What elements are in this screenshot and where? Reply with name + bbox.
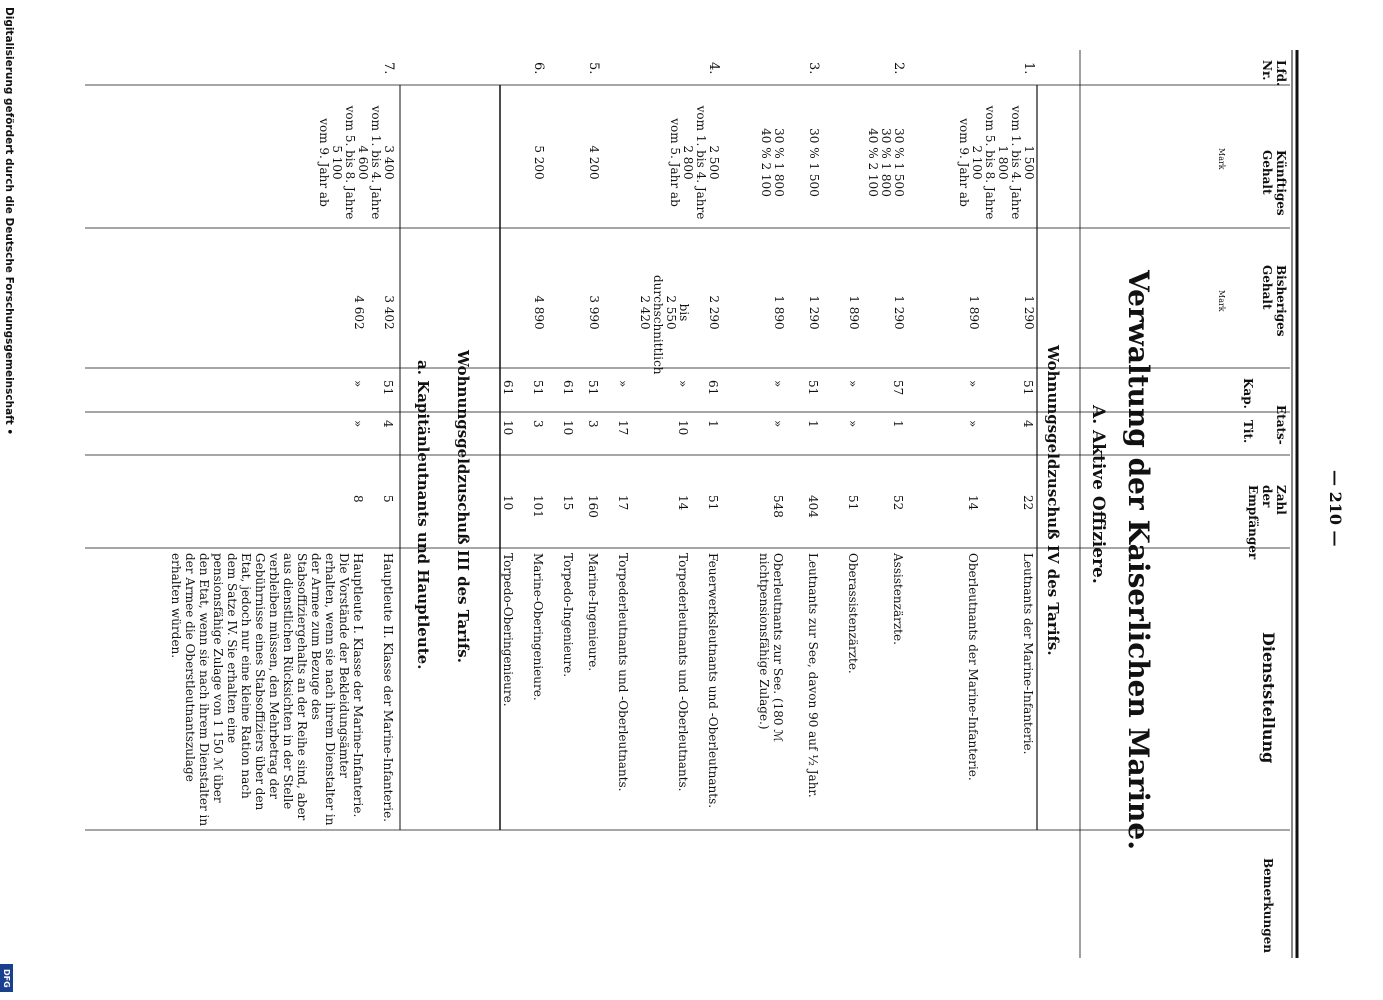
kap-cell: 51: [531, 380, 545, 396]
tit-cell: 1: [891, 420, 905, 428]
page-number: — 210 —: [1326, 470, 1345, 547]
bisheriges-gehalt-cell: 3 990: [587, 295, 601, 330]
empfaenger-count-cell: 5: [381, 495, 395, 503]
empfaenger-count-cell: 52: [891, 495, 905, 511]
bisheriges-gehalt-cell: 1 890: [967, 295, 981, 330]
dienststellung-cell: Oberassistenzärzte.: [846, 553, 860, 674]
kap-cell: »: [676, 380, 690, 388]
header-kuenftiges-gehalt: Künftiges Gehalt: [1260, 150, 1288, 216]
dienststellung-cell: Torpedo-Oberingenieure.: [501, 553, 515, 707]
tit-cell: 4: [381, 420, 395, 428]
header-bemerkungen: Bemerkungen: [1261, 858, 1275, 953]
kap-cell: »: [771, 380, 785, 388]
kap-cell: »: [846, 380, 860, 388]
kap-cell: »: [616, 380, 630, 388]
bisheriges-gehalt-cell: bis 2 550 durchschnittlich 2 420: [638, 275, 691, 375]
dienststellung-cell: Assistenzärzte.: [891, 553, 905, 645]
kuenftiges-gehalt-cell: 4 200: [587, 145, 601, 180]
row-number: 1.: [1021, 62, 1036, 75]
footer-credit: Digitalisierung gefördert durch die Deutsche Forschungsgemeinschaft •: [3, 7, 15, 436]
dienststellung-cell: Oberleutnants der Marine-Infanterie.: [966, 553, 980, 781]
row-number: 5.: [586, 62, 601, 75]
tit-cell: »: [846, 420, 860, 428]
header-tit: Tit.: [1241, 420, 1255, 444]
subsection-heading-iii: Wohnungsgeldzuschuß III des Tarifs.: [454, 350, 472, 663]
row-number: 3.: [806, 62, 821, 75]
kap-cell: »: [966, 380, 980, 388]
kap-cell: 61: [561, 380, 575, 396]
bisheriges-gehalt-cell: 3 402: [382, 295, 396, 330]
tit-cell: »: [966, 420, 980, 428]
kuenftiges-gehalt-cell: 3 400 vom 1. bis 4. Jahre 4 600 vom 5. bis 8. Jahre 5 100 vom 9. Jahr ab: [317, 105, 396, 220]
page-title: Verwaltung der Kaiserlichen Marine.: [1122, 270, 1155, 850]
dienststellung-cell: Leutnants zur See, davon 90 auf ½ Jahr.: [806, 553, 820, 798]
kap-cell: 51: [1021, 380, 1035, 396]
empfaenger-count-cell: 51: [846, 495, 860, 511]
kap-cell: 57: [891, 380, 905, 396]
bisheriges-gehalt-cell: 1 890: [772, 295, 786, 330]
empfaenger-count-cell: 8: [351, 495, 365, 503]
tit-cell: 10: [561, 420, 575, 436]
row-number: 2.: [891, 62, 906, 75]
empfaenger-count-cell: 101: [531, 495, 545, 518]
tit-cell: 1: [806, 420, 820, 428]
empfaenger-count-cell: 160: [586, 495, 600, 518]
empfaenger-count-cell: 17: [616, 495, 630, 511]
tit-cell: 17: [616, 420, 630, 436]
empfaenger-count-cell: 15: [561, 495, 575, 511]
subsection-heading-iv: Wohnungsgeldzuschuß IV des Tarifs.: [1044, 345, 1062, 656]
empfaenger-count-cell: 14: [676, 495, 690, 511]
tit-cell: 10: [676, 420, 690, 436]
tit-cell: 3: [586, 420, 600, 428]
kap-cell: 51: [806, 380, 820, 396]
empfaenger-count-cell: 22: [1021, 495, 1035, 511]
header-kuenftiges-unit: Mark: [1217, 148, 1226, 170]
kap-cell: 61: [706, 380, 720, 396]
header-kap: Kap.: [1241, 378, 1255, 409]
dienststellung-cell: Feuerwerksleutnants und -Oberleutnants.: [706, 553, 720, 809]
kap-cell: 51: [586, 380, 600, 396]
bisheriges-gehalt-cell: 1 290: [892, 295, 906, 330]
dienststellung-cell: Marine-Oberingenieure.: [531, 553, 545, 701]
tit-cell: »: [771, 420, 785, 428]
dienststellung-cell: Leutnants der Marine-Infanterie.: [1021, 553, 1035, 755]
dienststellung-cell: Torpederleutnants und -Oberleutnants.: [676, 553, 690, 792]
bisheriges-gehalt-cell: 4 890: [532, 295, 546, 330]
kuenftiges-gehalt-cell: 2 500 vom 1. bis 4. Jahre 2 800 vom 5. Jahr ab: [668, 105, 721, 220]
kap-cell: 51: [381, 380, 395, 396]
kap-cell: »: [351, 380, 365, 388]
tit-cell: 3: [531, 420, 545, 428]
dienststellung-cell: Torpedo-Ingenieure.: [561, 553, 575, 678]
row-number: 6.: [531, 62, 546, 75]
subsection-heading-iii-a: a. Kapitänleutnants und Hauptleute.: [414, 360, 432, 670]
row-number: 4.: [706, 62, 721, 75]
empfaenger-count-cell: 548: [771, 495, 785, 518]
bisheriges-gehalt-cell: 1 290: [1022, 295, 1036, 330]
tit-cell: 10: [501, 420, 515, 436]
header-dienststellung: Dienststellung: [1259, 632, 1278, 764]
bisheriges-gehalt-cell: 1 890: [847, 295, 861, 330]
empfaenger-count-cell: 10: [501, 495, 515, 511]
empfaenger-count-cell: 14: [966, 495, 980, 511]
tit-cell: 4: [1021, 420, 1035, 428]
kuenftiges-gehalt-cell: 30 % 1 500: [807, 128, 821, 197]
empfaenger-count-cell: 51: [706, 495, 720, 511]
dfg-logo: DFG: [0, 964, 13, 992]
header-bisheriges-unit: Mark: [1217, 290, 1226, 312]
empfaenger-count-cell: 404: [806, 495, 820, 518]
tit-cell: »: [351, 420, 365, 428]
header-etats: Etats-: [1274, 405, 1288, 445]
header-bisheriges-gehalt: Bisheriges Gehalt: [1260, 265, 1288, 337]
kuenftiges-gehalt-cell: 30 % 1 500 30 % 1 800 40 % 2 100: [866, 128, 906, 197]
kuenftiges-gehalt-cell: 5 200: [532, 145, 546, 180]
dienststellung-cell: Hauptleute II. Klasse der Marine-Infanterie.: [381, 553, 395, 822]
bisheriges-gehalt-cell: 2 290: [707, 295, 721, 330]
header-lfd-nr: Lfd. Nr.: [1260, 60, 1288, 87]
row-number: 7.: [381, 62, 396, 75]
header-zahl: Zahl der Empfänger: [1246, 485, 1288, 560]
dienststellung-cell: Marine-Ingenieure.: [586, 553, 600, 672]
kuenftiges-gehalt-cell: 1 500 vom 1. bis 4. Jahre 1 800 vom 5. bis 8. Jahre 2 100 vom 9. Jahr ab: [957, 105, 1036, 220]
bisheriges-gehalt-cell: 1 290: [807, 295, 821, 330]
dienststellung-cell: Oberleutnants zur See. (180 ℳ nichtpensionsfähige Zulage.): [757, 553, 785, 743]
bisheriges-gehalt-cell: 4 602: [352, 295, 366, 330]
section-heading: A. Aktive Offiziere.: [1088, 405, 1108, 584]
kap-cell: 61: [501, 380, 515, 396]
kuenftiges-gehalt-cell: 30 % 1 800 40 % 2 100: [759, 128, 786, 197]
dienststellung-cell: Hauptleute I. Klasse der Marine-Infanterie. Die Vorstände der Bekleidungsämter erhalten, wenn sie nach ihrem Dienstalter in der Armee zum Bezuge des Stabsoffiziergehalts an der Reihe sind, aber aus dienstlichen Rücksichten in der Stelle verbleiben müssen, den Mehrbetrag der Gebührnisse eines Stabsoffiziers über den Etat, jedoch nur eine kleine Ration nach dem Satze IV. Sie erhalten eine pensionsfähige Zulage von 1 150 ℳ über den Etat, wenn sie nach ihrem Dienstalter in der Armee die Oberstleutnantszulage erhalten würden.: [169, 553, 365, 827]
dienststellung-cell: Torpederleutnants und -Oberleutnants.: [616, 553, 630, 792]
tit-cell: 1: [706, 420, 720, 428]
